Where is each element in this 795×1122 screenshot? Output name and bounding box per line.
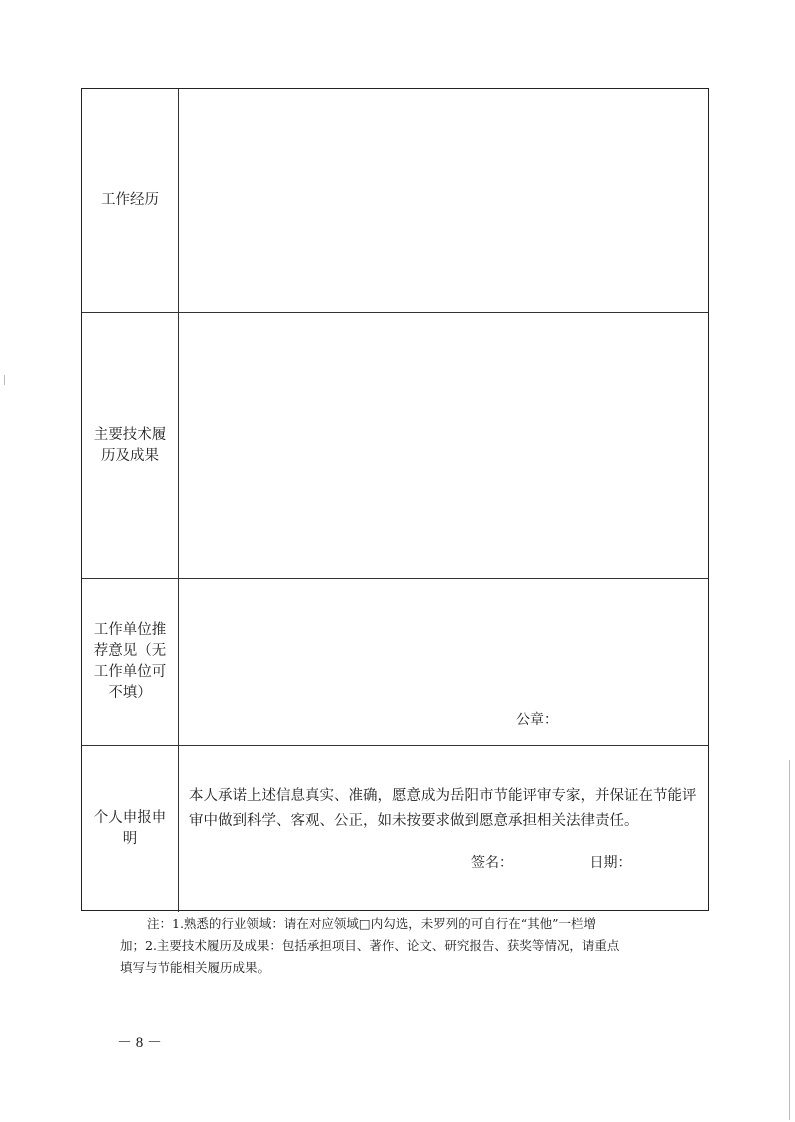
employer-recommendation-row <box>82 579 708 746</box>
official-seal-label: 公章： <box>516 712 558 728</box>
personal-declaration-row <box>82 746 708 912</box>
technical-achievements-row <box>82 313 708 579</box>
scan-edge-mark <box>789 760 790 1120</box>
expert-application-form <box>81 88 709 911</box>
technical-achievements-field[interactable] <box>179 313 708 578</box>
personal-declaration-label: 个人申报申明 <box>82 746 179 912</box>
work-experience-field[interactable] <box>179 89 708 312</box>
note-line-1: 注：1.熟悉的行业领域：请在对应领域□内勾选，未罗列的可自行在“其他”一栏增 <box>147 916 597 931</box>
note-line-2: 加；2.主要技术履历及成果：包括承担项目、著作、论文、研究报告、获奖等情况，请重点 <box>120 938 620 953</box>
technical-achievements-label: 主要技术履历及成果 <box>82 313 179 578</box>
declaration-text: 本人承诺上述信息真实、准确，愿意成为岳阳市节能评审专家，并保证在节能评审中做到科学、客观、公正，如未按要求做到愿意承担相关法律责任。 <box>189 788 697 829</box>
scan-edge-mark <box>4 375 5 385</box>
work-experience-row <box>82 89 708 313</box>
work-experience-label: 工作经历 <box>82 89 179 312</box>
page-number: － 8 － <box>117 1035 163 1051</box>
form-note <box>120 913 685 979</box>
note-line-3: 填写与节能相关履历成果。 <box>120 960 271 975</box>
signature-line <box>471 852 631 872</box>
signature-label: 签名： <box>471 855 513 871</box>
personal-declaration-field <box>179 746 708 912</box>
employer-recommendation-label: 工作单位推荐意见（无工作单位可不填） <box>82 579 179 745</box>
date-label: 日期： <box>589 855 632 871</box>
employer-recommendation-field[interactable] <box>179 579 708 745</box>
